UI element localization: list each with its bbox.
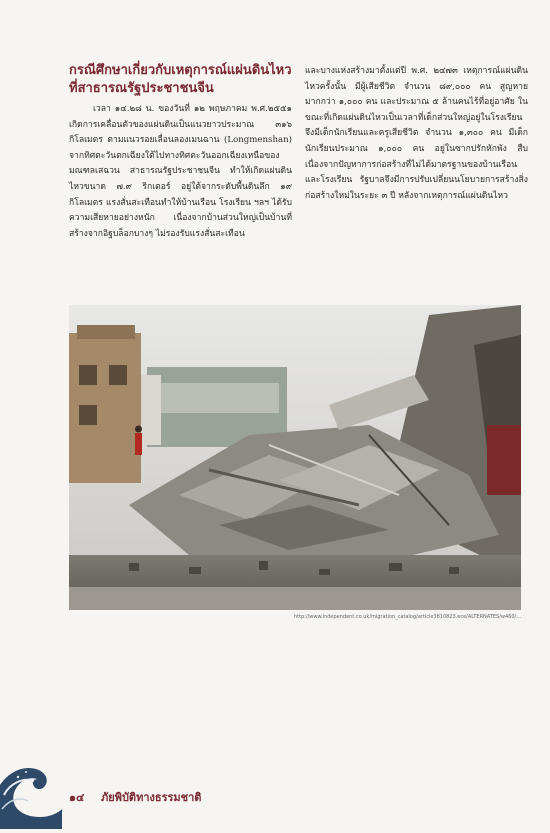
- section-heading-line1: กรณีศึกษาเกี่ยวกับเหตุการณ์แผ่นดินไหว: [69, 63, 292, 78]
- section-heading-line2: ที่สาธารณรัฐประชาชนจีน: [69, 81, 214, 96]
- photo-caption: http://www.independent.co.uk/migration_catalog/article3810823.ece/ALTERNATES/w460/...: [293, 614, 521, 620]
- rubble-photo-illustration: [69, 305, 521, 610]
- earthquake-rubble-photo: [69, 305, 521, 610]
- right-column: [305, 64, 528, 204]
- wave-illustration: [0, 755, 62, 829]
- running-title: ภัยพิบัติทางธรรมชาติ: [101, 791, 202, 804]
- section-heading: [69, 62, 292, 98]
- left-column: [69, 62, 292, 242]
- body-paragraph-right: และบางแห่งสร้างมาตั้งแต่ปี พ.ศ. ๒๔๗๓ เหตุการณ์แผ่นดินไหวครั้งนั้น มีผู้เสียชีวิต จำนวน ๘๙,๐๐๐ คน สูญหายมากกว่า ๑,๐๐๐ คน และประมาณ ๕ ล้านคนไร้ที่อยู่อาศัย ในขณะที่เกิดแผ่นดินไหวเป็นเวลาที่เด็กส่วนใหญ่อยู่ในโรงเรียน จึงมีเด็กนักเรียนและครูเสียชีวิต จำนวน ๑,๓๐๐ คน มีเด็กนักเรียนประมาณ ๑,๐๐๐ คน อยู่ในซากปรักหักพัง สืบเนื่องจากปัญหาการก่อสร้างที่ไม่ได้มาตรฐานของบ้านเรือนและโรงเรียน รัฐบาลจึงมีการปรับเปลี่ยนนโยบายการสร้างสิ่งก่อสร้างใหม่ในระยะ ๓ ปี หลังจากเหตุการณ์แผ่นดินไหว: [305, 66, 528, 201]
- page-number: ๑๔: [69, 791, 85, 804]
- body-paragraph-left: เวลา ๑๔.๒๘ น. ของวันที่ ๑๒ พฤษภาคม พ.ศ.๒๕๕๑ เกิดการเคลื่อนตัวของแผ่นดินเป็นแนวยาวประมาณ ๓๑๖ กิโลเมตร ตามแนวรอยเลื่อนลองเมนฉาน (Longmenshan) จากทิศตะวันตกเฉียงใต้ไปทางทิศตะวันออกเฉียงเหนือของมณฑลเสฉวน สาธารณรัฐประชาชนจีน ทำให้เกิดแผ่นดินไหวขนาด ๗.๙ ริกเตอร์ อยู่ใต้จากระดับพื้นดินลึก ๑๙ กิโลเมตร แรงสั่นสะเทือนทำให้บ้านเรือน โรงเรียน ฯลฯ ได้รับความเสียหายอย่างหนัก เนื่องจากบ้านส่วนใหญ่เป็นบ้านที่สร้างจากอิฐบล็อกบางๆ ไม่รองรับแรงสั่นสะเทือน: [69, 104, 292, 239]
- wave-icon: [0, 755, 62, 829]
